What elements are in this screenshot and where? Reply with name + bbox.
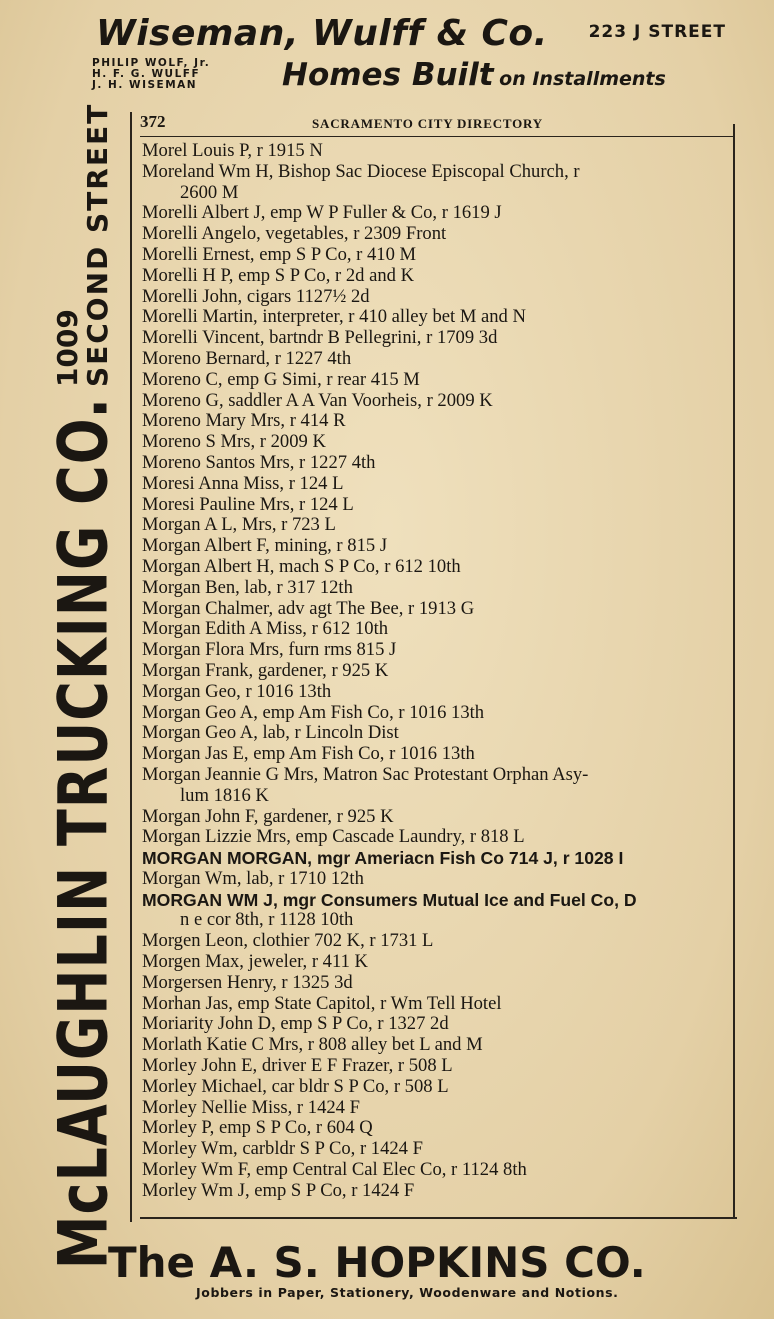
directory-entry: Moreno S Mrs, r 2009 K — [142, 432, 326, 453]
directory-entry: Moreno Santos Mrs, r 1227 4th — [142, 452, 376, 473]
header-rule — [140, 136, 734, 137]
directory-entry: Morley P, emp S P Co, r 604 Q — [142, 1118, 373, 1139]
directory-entry-continuation: n e cor 8th, r 1128 10th — [180, 910, 354, 931]
directory-entry: Morgan Wm, lab, r 1710 12th — [142, 868, 364, 889]
partner-list — [92, 58, 272, 91]
side-ad-company: McLAUGHLIN TRUCKING CO. — [43, 397, 123, 1270]
directory-entry: Morgen Leon, clothier 702 K, r 1731 L — [142, 931, 434, 952]
directory-entry: Moriarity John D, emp S P Co, r 1327 2d — [142, 1014, 449, 1035]
directory-entry: Moresi Pauline Mrs, r 124 L — [142, 494, 354, 515]
directory-entry: Morgan Geo A, lab, r Lincoln Dist — [142, 723, 399, 744]
side-ad-street: SECOND STREET — [81, 102, 114, 388]
directory-entry: Morgan Geo A, emp Am Fish Co, r 1016 13th — [142, 702, 485, 723]
page-title: SACRAMENTO CITY DIRECTORY — [312, 116, 543, 131]
directory-entry: Morgan Lizzie Mrs, emp Cascade Laundry, r 818 L — [142, 827, 525, 848]
directory-entry: Morgan A L, Mrs, r 723 L — [142, 515, 336, 536]
directory-entry-continuation: lum 1816 K — [180, 785, 269, 806]
firm-name: Wiseman, Wulff & Co. — [96, 13, 548, 54]
firm-address: 223 J STREET — [588, 22, 726, 42]
side-advertisement — [38, 102, 128, 1270]
footer-subtitle: Jobbers in Paper, Stationery, Woodenware and Notions. — [196, 1285, 619, 1300]
directory-entry: Morgan Ben, lab, r 317 12th — [142, 577, 353, 598]
directory-entry-continuation: 2600 M — [180, 182, 239, 203]
directory-entry: Morgan Frank, gardener, r 925 K — [142, 660, 389, 681]
slogan-small: on Installments — [499, 68, 666, 90]
directory-entry: Morgen Max, jeweler, r 411 K — [142, 952, 368, 973]
directory-entry: MORGAN WM J, mgr Consumers Mutual Ice and Fuel Co, D — [142, 889, 637, 910]
directory-entry: Morgan Jas E, emp Am Fish Co, r 1016 13th — [142, 744, 475, 765]
directory-entry: Morgan John F, gardener, r 925 K — [142, 806, 394, 827]
directory-entry: Morley Nellie Miss, r 1424 F — [142, 1097, 360, 1118]
directory-entry: Morley Michael, car bldr S P Co, r 508 L — [142, 1076, 449, 1097]
directory-entry: Morley John E, driver E F Frazer, r 508 L — [142, 1056, 453, 1077]
directory-entry: Morgan Albert F, mining, r 815 J — [142, 536, 388, 557]
partner-name: PHILIP WOLF, Jr. — [92, 57, 211, 69]
directory-entries — [142, 141, 736, 1202]
directory-entry: Morgan Albert H, mach S P Co, r 612 10th — [142, 556, 461, 577]
left-border-rule — [130, 112, 132, 1222]
directory-entry: Morgan Edith A Miss, r 612 10th — [142, 619, 389, 640]
directory-entry: Moreno C, emp G Simi, r rear 415 M — [142, 369, 420, 390]
directory-entry: Morlath Katie C Mrs, r 808 alley bet L and M — [142, 1035, 483, 1056]
directory-entry: Morelli Angelo, vegetables, r 2309 Front — [142, 224, 447, 245]
directory-entry: Morgersen Henry, r 1325 3d — [142, 972, 353, 993]
directory-entry: Morgan Flora Mrs, furn rms 815 J — [142, 640, 397, 661]
footer-title: The A. S. HOPKINS CO. — [108, 1238, 646, 1287]
bottom-border-rule — [140, 1217, 737, 1219]
directory-entry: Morgan Geo, r 1016 13th — [142, 681, 332, 702]
partner-name: H. F. G. WULFF — [92, 68, 201, 80]
header-top-line — [96, 14, 736, 54]
directory-entry: Morelli Vincent, bartndr B Pellegrini, r 1709 3d — [142, 328, 498, 349]
directory-entry: Morley Wm J, emp S P Co, r 1424 F — [142, 1180, 415, 1201]
directory-entry: Morelli Ernest, emp S P Co, r 410 M — [142, 244, 417, 265]
directory-entry: Morel Louis P, r 1915 N — [142, 141, 323, 161]
directory-entry: Morhan Jas, emp State Capitol, r Wm Tell Hotel — [142, 993, 502, 1014]
directory-entry: Moreno Mary Mrs, r 414 R — [142, 411, 346, 432]
slogan — [282, 54, 666, 101]
directory-entry: MORGAN MORGAN, mgr Ameriacn Fish Co 714 J, r 1028 I — [142, 848, 624, 869]
directory-entry: Moreland Wm H, Bishop Sac Diocese Episcopal Church, r — [142, 161, 580, 182]
directory-entry: Morelli Albert J, emp W P Fuller & Co, r 1619 J — [142, 203, 502, 224]
page-header — [140, 112, 734, 134]
directory-entry: Morelli Martin, interpreter, r 410 alley bet M and N — [142, 307, 526, 328]
directory-entry: Morelli H P, emp S P Co, r 2d and K — [142, 265, 415, 286]
directory-entry: Moresi Anna Miss, r 124 L — [142, 473, 344, 494]
directory-entry: Moreno Bernard, r 1227 4th — [142, 348, 352, 369]
directory-entry: Morley Wm F, emp Central Cal Elec Co, r 1124 8th — [142, 1160, 527, 1181]
directory-entry: Morgan Chalmer, adv agt The Bee, r 1913 G — [142, 598, 475, 619]
directory-entry: Morley Wm, carbldr S P Co, r 1424 F — [142, 1139, 423, 1160]
side-ad-number: 1009 — [51, 309, 84, 388]
directory-entry: Moreno G, saddler A A Van Voorheis, r 2009 K — [142, 390, 493, 411]
directory-entry: Morelli John, cigars 1127½ 2d — [142, 286, 370, 307]
slogan-bold: Homes Built — [282, 57, 494, 93]
page-number: 372 — [140, 112, 166, 131]
partner-name: J. H. WISEMAN — [92, 79, 198, 91]
directory-entry: Morgan Jeannie G Mrs, Matron Sac Protestant Orphan Asy- — [142, 764, 589, 785]
